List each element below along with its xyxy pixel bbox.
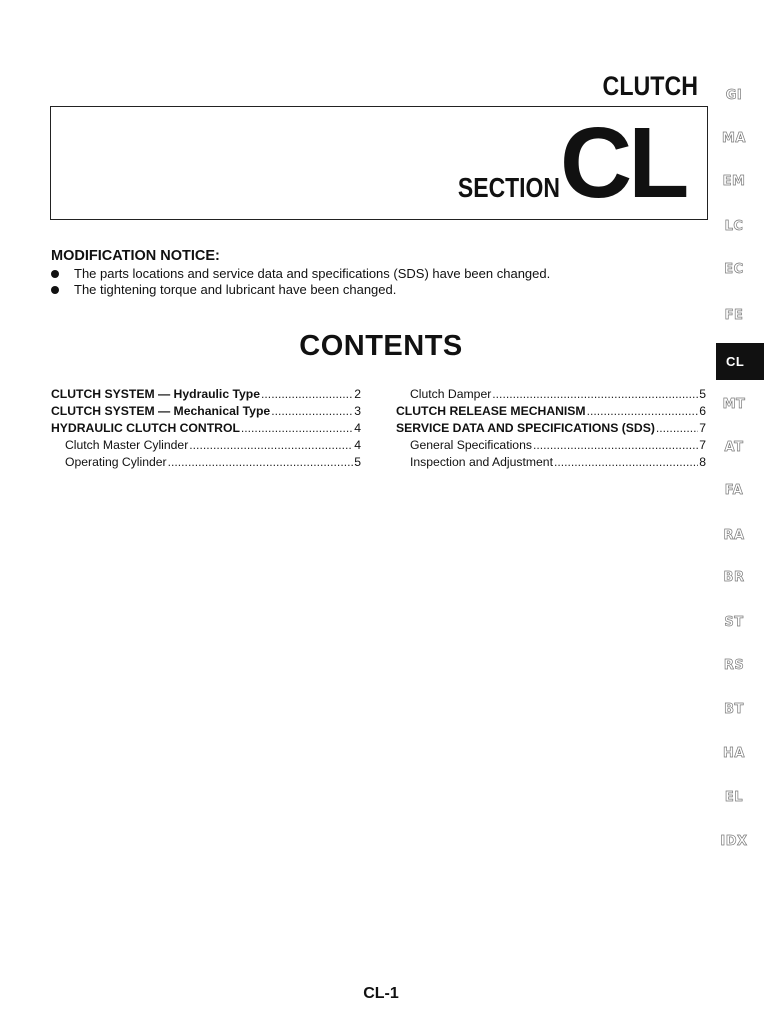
tab-st[interactable]: ST — [724, 615, 744, 630]
modification-notice-list — [51, 266, 550, 298]
toc-leader-dots — [261, 386, 353, 403]
bullet-icon — [51, 270, 59, 278]
tab-at[interactable]: AT — [724, 440, 744, 455]
toc-entry-page: 3 — [354, 404, 361, 418]
toc-entry[interactable] — [51, 437, 361, 454]
section-label: SECTION — [457, 172, 560, 203]
tab-lc[interactable]: LC — [724, 219, 744, 234]
toc-leader-dots — [168, 454, 354, 471]
toc-entry-page: 4 — [354, 421, 361, 435]
tab-mt[interactable]: MT — [722, 397, 746, 412]
toc-entry-page: 2 — [354, 387, 361, 401]
toc-right-column — [396, 386, 706, 471]
toc-leader-dots — [533, 437, 698, 454]
toc-entry-page: 7 — [699, 438, 706, 452]
toc-entry-label: CLUTCH RELEASE MECHANISM — [396, 404, 586, 418]
tab-el[interactable]: EL — [724, 790, 744, 805]
toc-entry-page: 5 — [354, 455, 361, 469]
tab-ha[interactable]: HA — [723, 746, 745, 761]
toc-entry[interactable] — [396, 437, 706, 454]
toc-entry[interactable] — [396, 386, 706, 403]
toc-entry-label: Operating Cylinder — [65, 455, 167, 469]
toc-leader-dots — [554, 454, 698, 471]
notice-item-text: The parts locations and service data and specifications (SDS) have been changed. — [74, 266, 551, 281]
tab-fa[interactable]: FA — [724, 483, 744, 498]
notice-item-text: The tightening torque and lubricant have been changed. — [74, 282, 397, 297]
tab-ra[interactable]: RA — [723, 528, 745, 543]
toc-entry[interactable] — [51, 386, 361, 403]
toc-entry[interactable] — [51, 420, 361, 437]
section-code: CL — [560, 107, 686, 219]
toc-entry[interactable] — [396, 403, 706, 420]
toc-entry-label: SERVICE DATA AND SPECIFICATIONS (SDS) — [396, 421, 655, 435]
toc-entry-page: 6 — [699, 404, 706, 418]
toc-leader-dots — [656, 420, 698, 437]
toc-leader-dots — [241, 420, 353, 437]
contents-title: CONTENTS — [299, 330, 463, 362]
toc-entry-page: 4 — [354, 438, 361, 452]
bullet-icon — [51, 286, 59, 294]
toc-leader-dots — [587, 403, 699, 420]
tab-bt[interactable]: BT — [724, 702, 744, 717]
toc-entry-label: General Specifications — [410, 438, 532, 452]
toc-entry-label: HYDRAULIC CLUTCH CONTROL — [51, 421, 240, 435]
tab-ec[interactable]: EC — [724, 262, 744, 277]
tab-ma[interactable]: MA — [722, 131, 746, 146]
toc-entry[interactable] — [396, 420, 706, 437]
tab-rs[interactable]: RS — [723, 658, 745, 673]
toc-leader-dots — [492, 386, 698, 403]
toc-entry-label: CLUTCH SYSTEM — Hydraulic Type — [51, 387, 261, 401]
notice-item — [51, 282, 550, 298]
toc-leader-dots — [189, 437, 353, 454]
toc-entry-page: 5 — [699, 387, 706, 401]
tab-fe[interactable]: FE — [724, 308, 744, 323]
toc-entry-label: Inspection and Adjustment — [410, 455, 553, 469]
toc-leader-dots — [271, 403, 353, 420]
toc-entry-page: 8 — [699, 455, 706, 469]
toc-entry-page: 7 — [699, 421, 706, 435]
toc-entry-label: Clutch Damper — [410, 387, 492, 401]
toc-entry[interactable] — [51, 403, 361, 420]
page-title: CLUTCH — [602, 71, 698, 101]
notice-item — [51, 266, 550, 282]
tab-em[interactable]: EM — [722, 174, 746, 189]
tab-cl[interactable]: CL — [716, 343, 764, 380]
section-tabs — [716, 0, 768, 1024]
modification-notice-title: MODIFICATION NOTICE: — [51, 248, 220, 264]
toc-left-column — [51, 386, 361, 471]
tab-gi[interactable]: GI — [725, 88, 743, 103]
tab-br[interactable]: BR — [723, 570, 745, 585]
page-number: CL-1 — [363, 985, 399, 1002]
toc-entry-label: CLUTCH SYSTEM — Mechanical Type — [51, 404, 271, 418]
toc-entry[interactable] — [396, 454, 706, 471]
toc-entry[interactable] — [51, 454, 361, 471]
toc-entry-label: Clutch Master Cylinder — [65, 438, 189, 452]
tab-idx[interactable]: IDX — [720, 834, 748, 849]
